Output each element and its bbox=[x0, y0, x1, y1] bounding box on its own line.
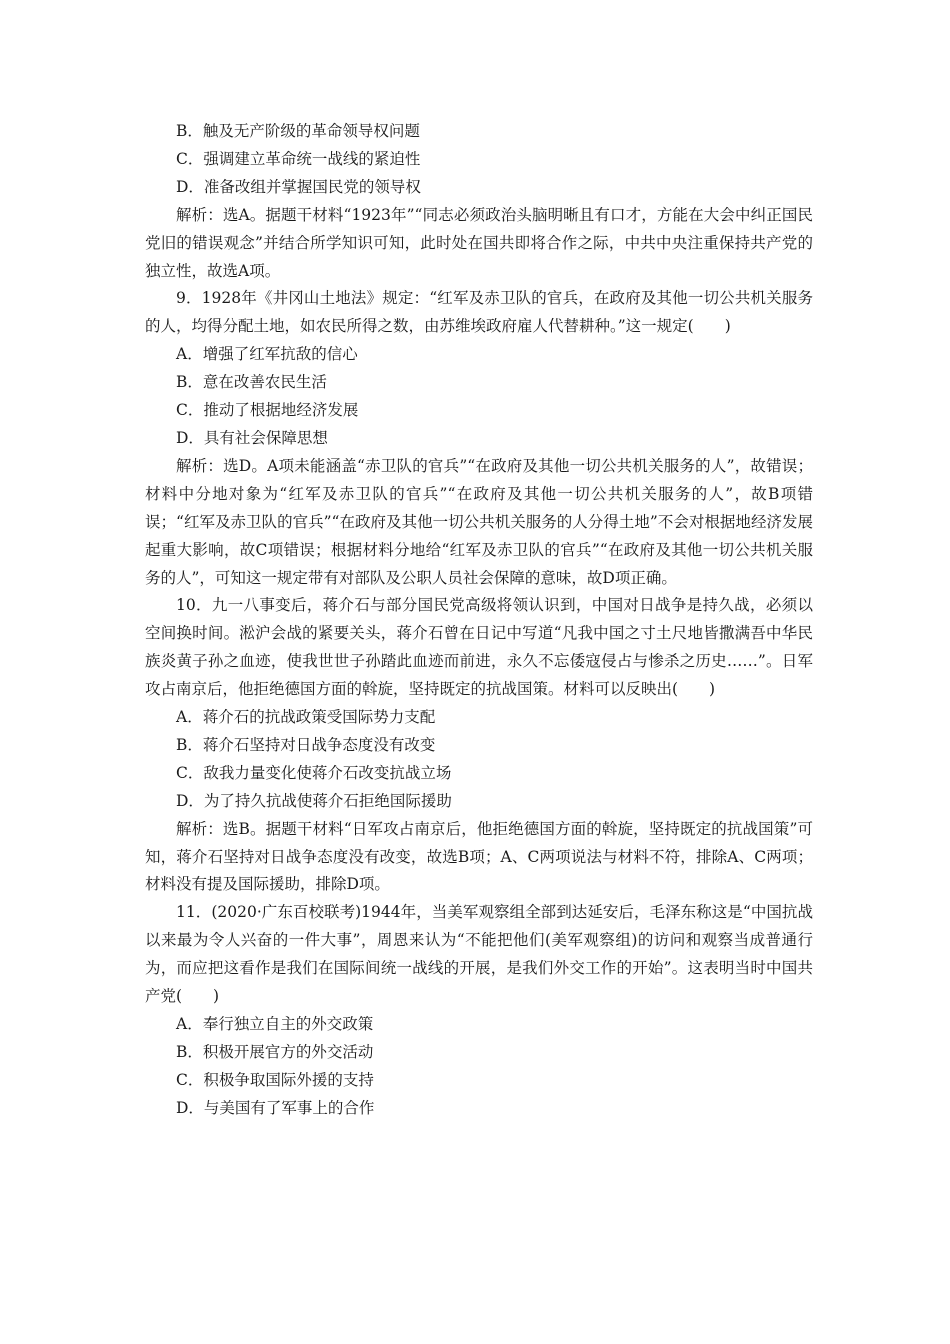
q10-option-c: C．敌我力量变化使蒋介石改变抗战立场 bbox=[176, 763, 452, 782]
q10-analysis: 解析：选B。据题干材料“日军攻占南京后，他拒绝德国方面的斡旋，坚持既定的抗战国策”可知，蒋介石坚持对日战争态度没有改变，故选B项；A、C两项说法与材料不符，排除A、C两项；材料没有提及国际援助，排除D项。 bbox=[145, 819, 813, 894]
q8-option-c: C．强调建立革命统一战线的紧迫性 bbox=[176, 149, 421, 168]
q8-analysis: 解析：选A。据题干材料“1923年”“同志必须政治头脑明晰且有口才，方能在大会中纠正国民党旧的错误观念”并结合所学知识可知，此时处在国共即将合作之际，中共中央注重保持共产党的独立性，故选A项。 bbox=[145, 205, 813, 280]
q9-option-d: D．具有社会保障思想 bbox=[176, 428, 328, 447]
q11-option-b: B．积极开展官方的外交活动 bbox=[176, 1042, 374, 1061]
q11-option-a: A．奉行独立自主的外交政策 bbox=[176, 1015, 374, 1033]
q10-option-a: A．蒋介石的抗战政策受国际势力支配 bbox=[176, 708, 436, 727]
q9-analysis: 解析：选D。A项未能涵盖“赤卫队的官兵”“在政府及其他一切公共机关服务的人”，故错误；材料中分地对象为“红军及赤卫队的官兵”“在政府及其他一切公共机关服务的人”，故B项错误；“红军及赤卫队的官兵”“在政府及其他一切公共机关服务的人分得土地”不会对根据地经济发展起重大影响，故C项错误；根据材料分地给“红军及赤卫队的官兵”“在政府及其他一切公共机关服务的人”，可知这一规定带有对部队及公职人员社会保障的意味，故D项正确。 bbox=[145, 456, 813, 587]
q9-option-a: A．增强了红军抗敌的信心 bbox=[176, 345, 358, 364]
q9-option-c: C．推动了根据地经济发展 bbox=[176, 401, 359, 420]
q11-option-d: D．与美国有了军事上的合作 bbox=[176, 1098, 375, 1117]
q8-option-b: B．触及无产阶级的革命领导权问题 bbox=[176, 122, 420, 140]
q10-option-b: B．蒋介石坚持对日战争态度没有改变 bbox=[176, 735, 436, 754]
q9-stem: 9．1928年《井冈山土地法》规定：“红军及赤卫队的官兵，在政府及其他一切公共机关服务的人，均得分配土地，如农民所得之数，由苏维埃政府雇人代替耕种。”这一规定( ) bbox=[145, 289, 813, 336]
q8-option-d: D．准备改组并掌握国民党的领导权 bbox=[176, 177, 421, 196]
q10-option-d: D．为了持久抗战使蒋介石拒绝国际援助 bbox=[176, 791, 452, 810]
q10-stem: 10．九一八事变后，蒋介石与部分国民党高级将领认识到，中国对日战争是持久战，必须以空间换时间。淞沪会战的紧要关头，蒋介石曾在日记中写道“凡我中国之寸土尺地皆撒满吾中华民族炎黄子孙之血迹，使我世世子孙踏此血迹而前进，永久不忘倭寇侵占与惨杀之历史……”。日军攻占南京后，他拒绝德国方面的斡旋，坚持既定的抗战国策。材料可以反映出( ) bbox=[145, 596, 813, 699]
q11-stem: 11．(2020·广东百校联考)1944年，当美军观察组全部到达延安后，毛泽东称这是“中国抗战以来最为令人兴奋的一件大事”，周恩来认为“不能把他们(美军观察组)的访问和观察当成普通行为，而应把这看作是我们在国际间统一战线的开展，是我们外交工作的开始”。这表明当时中国共产党( ) bbox=[145, 903, 813, 1006]
q11-option-c: C．积极争取国际外援的支持 bbox=[176, 1070, 374, 1089]
document-page bbox=[145, 118, 813, 1123]
q9-option-b: B．意在改善农民生活 bbox=[176, 373, 327, 392]
